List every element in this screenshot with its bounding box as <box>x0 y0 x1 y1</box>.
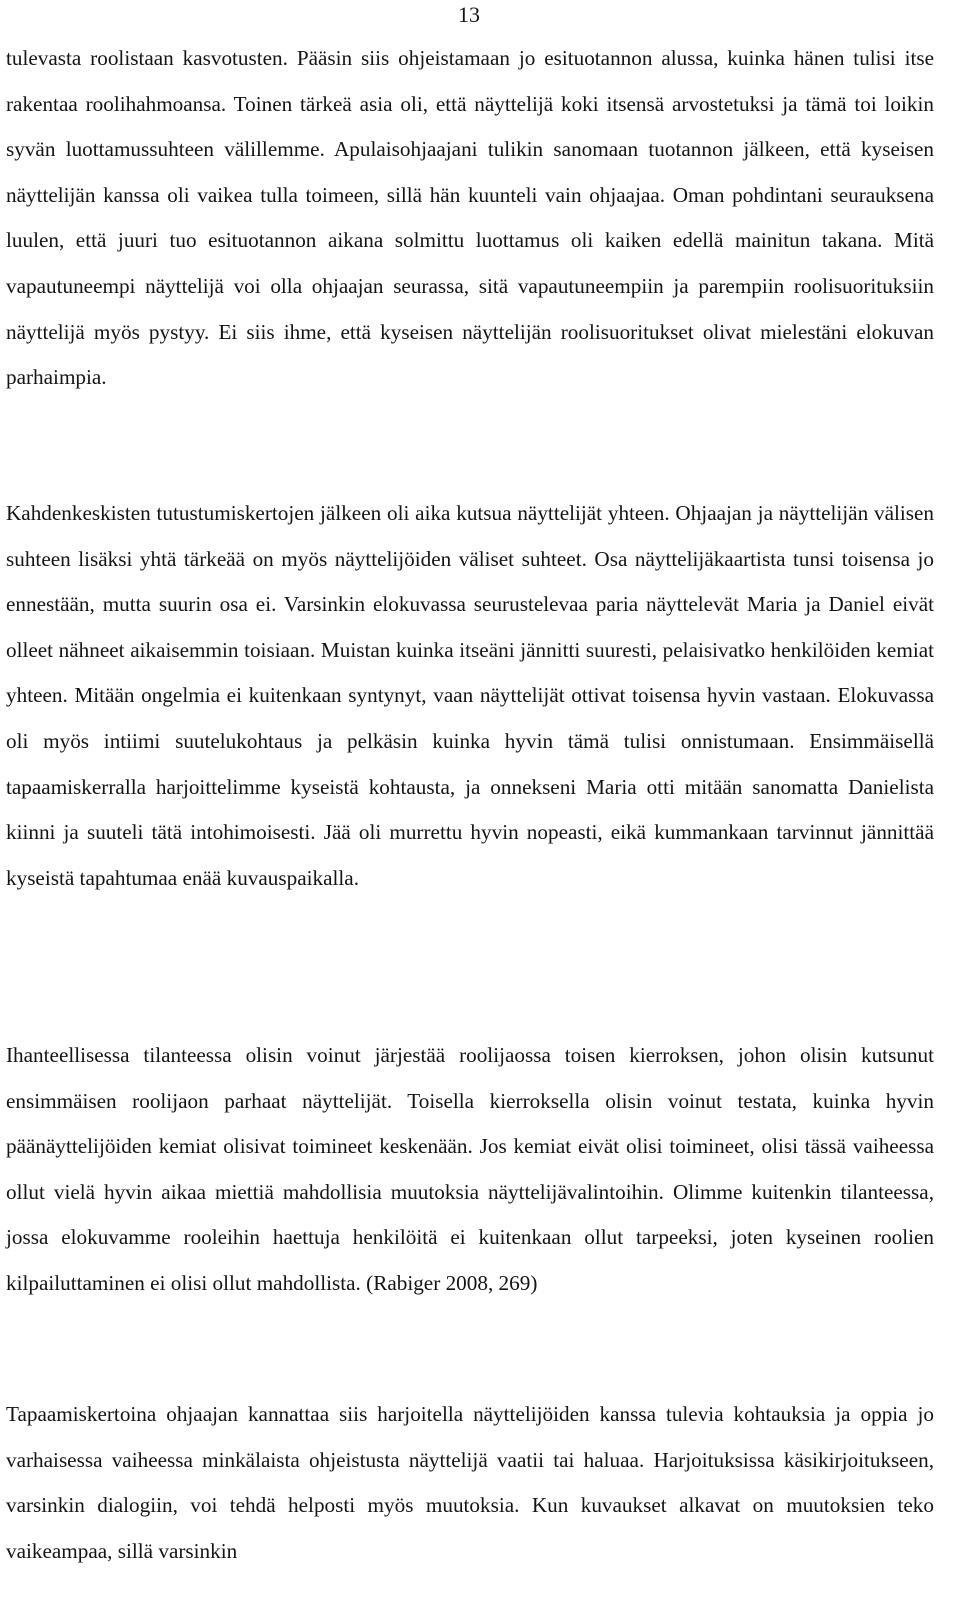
body-paragraph: Ihanteellisessa tilanteessa olisin voinut järjestää roolijaossa toisen kierroksen, johon olisin kutsunut ensimmäisen roolijaon parhaat näyttelijät. Toisella kierroksella olisin voinut testata, kuinka hyvin päänäyttelijöiden kemiat olisivat toimineet keskenään. Jos kemiat eivät olisi toimineet, olisi tässä vaiheessa ollut vielä hyvin aikaa miettiä mahdollisia muutoksia näyttelijävalintoihin. Olimme kuitenkin tilanteessa, jossa elokuvamme rooleihin haettuja henkilöitä ei kuitenkaan ollut tarpeeksi, joten kyseinen roolien kilpailuttaminen ei olisi ollut mahdollista. (Rabiger 2008, 269) <box>6 1043 934 1295</box>
body-paragraph: Tapaamiskertoina ohjaajan kannattaa siis harjoitella näyttelijöiden kanssa tulevia kohtauksia ja oppia jo varhaisessa vaiheessa minkälaista ohjeistusta näyttelijä vaatii tai haluaa. Harjoituksissa käsikirjoitukseen, varsinkin dialogiin, voi tehdä helposti myös muutoksia. Kun kuvaukset alkavat on muutoksien teko vaikeampaa, sillä varsinkin <box>6 1402 934 1563</box>
page-number: 13 <box>458 2 480 27</box>
body-paragraph: Kahdenkeskisten tutustumiskertojen jälkeen oli aika kutsua näyttelijät yhteen. Ohjaajan ja näyttelijän välisen suhteen lisäksi yhtä tärkeää on myös näyttelijöiden väliset suhteet. Osa näyttelijäkaartista tunsi toisensa jo ennestään, mutta suurin osa ei. Varsinkin elokuvassa seurustelevaa paria näyttelevät Maria ja Daniel eivät olleet nähneet aikaisemmin toisiaan. Muistan kuinka itseäni jännitti suuresti, pelaisivatko henkilöiden kemiat yhteen. Mitään ongelmia ei kuitenkaan syntynyt, vaan näyttelijät ottivat toisensa hyvin vastaan. Elokuvassa oli myös intiimi suutelukohtaus ja pelkäsin kuinka hyvin tämä tulisi onnistumaan. Ensimmäisellä tapaamiskerralla harjoittelimme kyseistä kohtausta, ja onnekseni Maria otti mitään sanomatta Danielista kiinni ja suuteli tätä intohimoisesti. Jää oli murrettu hyvin nopeasti, eikä kummankaan tarvinnut jännittää kyseistä tapahtumaa enää kuvauspaikalla. <box>6 501 934 890</box>
body-paragraph: tulevasta roolistaan kasvotusten. Pääsin siis ohjeistamaan jo esituotannon alussa, kuinka hänen tulisi itse rakentaa roolihahmoansa. Toinen tärkeä asia oli, että näyttelijä koki itsensä arvostetuksi ja tämä toi loikin syvän luottamussuhteen välillemme. Apulaisohjaajani tulikin sanomaan tuotannon jälkeen, että kyseisen näyttelijän kanssa oli vaikea tulla toimeen, sillä hän kuunteli vain ohjaajaa. Oman pohdintani seurauksena luulen, että juuri tuo esituotannon aikana solmittu luottamus oli kaiken edellä mainitun takana. Mitä vapautuneempi näyttelijä voi olla ohjaajan seurassa, sitä vapautuneempiin ja parempiin roolisuorituksiin näyttelijä myös pystyy. Ei siis ihme, että kyseisen näyttelijän roolisuoritukset olivat mielestäni elokuvan parhaimpia. <box>6 46 934 390</box>
